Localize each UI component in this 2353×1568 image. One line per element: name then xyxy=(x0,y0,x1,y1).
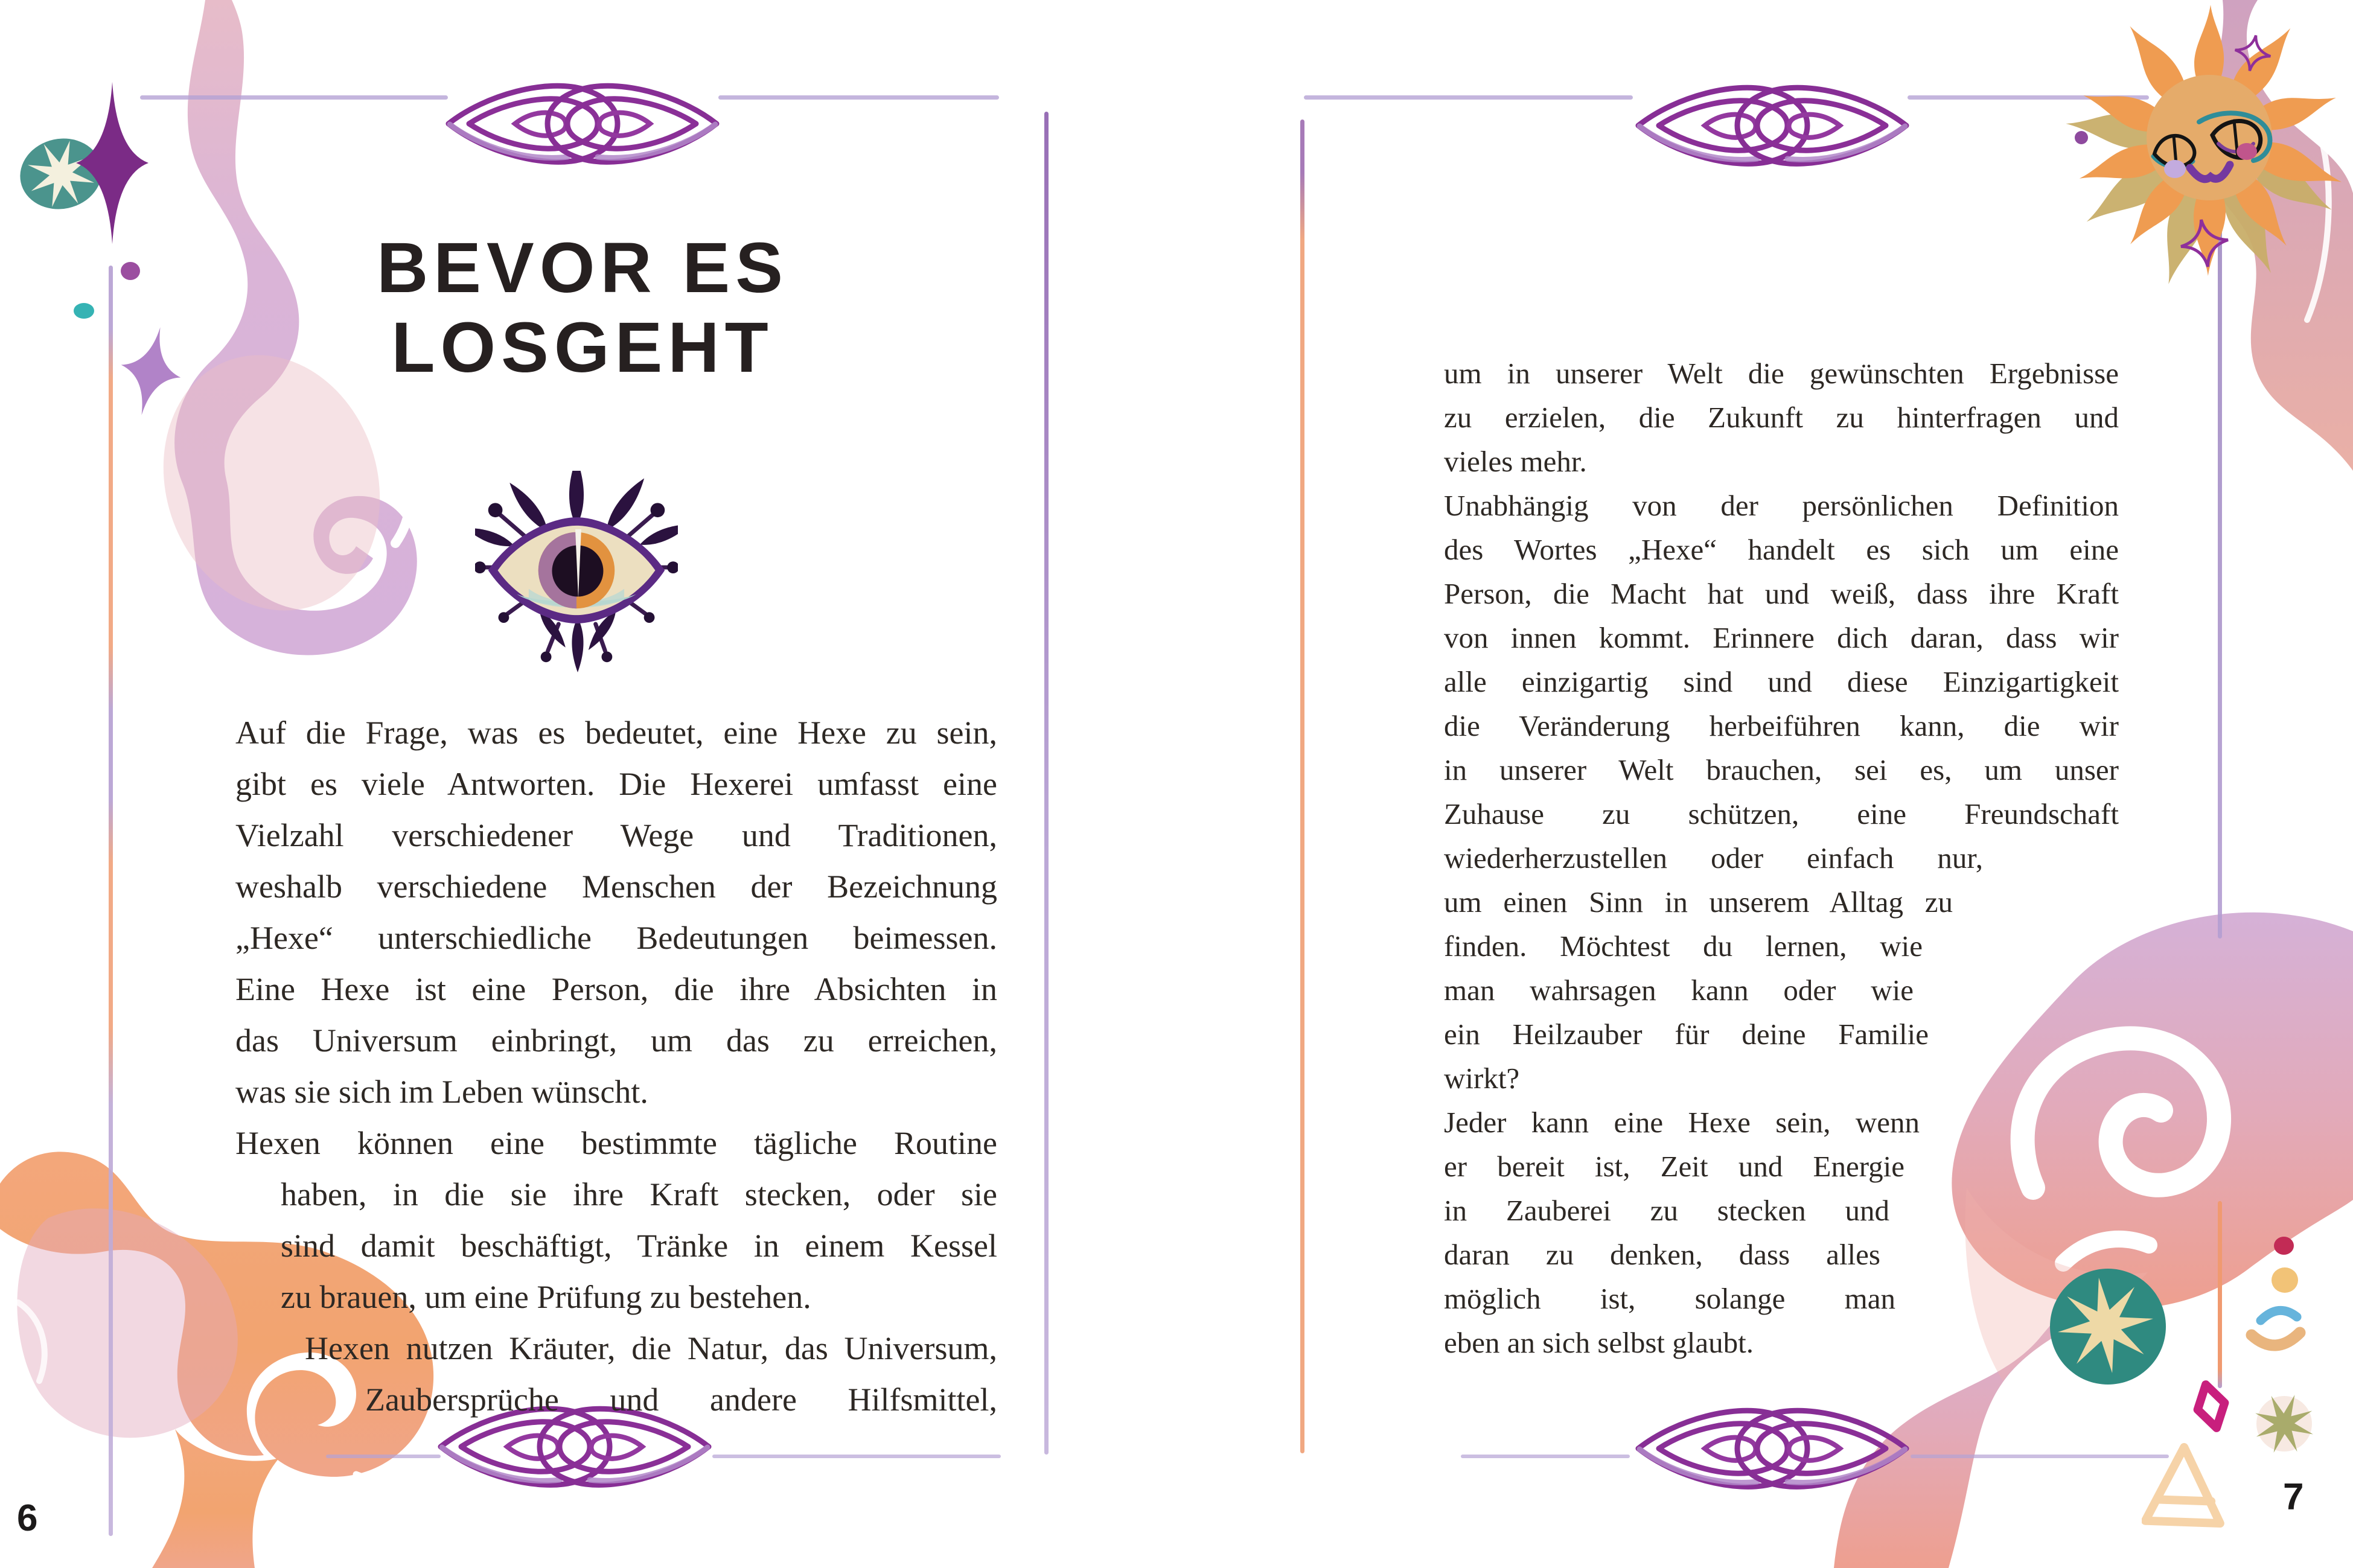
teal-dot xyxy=(74,303,94,319)
title-line: LOSGEHT xyxy=(391,308,774,387)
triangle-symbol-icon xyxy=(2142,1442,2229,1530)
frame-line-left-inner-vertical xyxy=(1044,112,1049,1455)
frame-line-right-inner-vertical xyxy=(1300,120,1304,1453)
text-line: wirkt? xyxy=(1444,1062,1520,1095)
text-line: um in unserer Welt die gewünschten Ergebnisse xyxy=(1444,357,2119,390)
mystic-eye-icon xyxy=(475,471,678,673)
text-line: haben, in die sie ihre Kraft stecken, oder sie xyxy=(281,1176,997,1213)
page-number-right: 7 xyxy=(2283,1476,2304,1518)
frame-line-bottom-right xyxy=(1461,1455,1630,1458)
text-line: Jeder kann eine Hexe sein, wenn xyxy=(1444,1106,1920,1139)
text-line: in Zauberei zu stecken und xyxy=(1444,1194,1889,1227)
text-line: Hexen können eine bestimmte tägliche Routine xyxy=(235,1125,997,1161)
text-line: in unserer Welt brauchen, sei es, um unser xyxy=(1444,753,2119,786)
text-line: möglich ist, solange man xyxy=(1444,1282,1895,1315)
text-line: wiederherzustellen oder einfach nur, xyxy=(1444,841,1983,875)
sparkle-icon xyxy=(70,75,155,250)
text-line: Vielzahl verschiedener Wege und Traditionen, xyxy=(235,817,997,853)
yellow-dot xyxy=(2272,1267,2298,1293)
text-line: um einen Sinn in unserem Alltag zu xyxy=(1444,885,1953,919)
text-line: alle einzigartig sind und diese Einzigartigkeit xyxy=(1444,665,2119,698)
tan-crescent-icon xyxy=(2246,1323,2306,1357)
title-line: BEVOR ES xyxy=(377,228,788,308)
red-dot xyxy=(2274,1237,2294,1255)
olive-star-icon xyxy=(2247,1386,2322,1461)
frame-line-top-left2 xyxy=(718,95,999,100)
paragraph xyxy=(1444,1100,2119,1365)
frame-line-top-right xyxy=(1304,95,1633,100)
frame-line-left-vertical xyxy=(109,266,113,1536)
page-title xyxy=(235,228,930,387)
frame-line-right-vertical-lower xyxy=(2218,1201,2222,1388)
diamond-outline-icon xyxy=(2184,1377,2238,1435)
text-line: finden. Möchtest du lernen, wie xyxy=(1444,929,1923,963)
text-line: er bereit ist, Zeit und Energie xyxy=(1444,1150,1904,1183)
text-line: gibt es viele Antworten. Die Hexerei umfasst eine xyxy=(235,766,997,802)
text-line: Eine Hexe ist eine Person, die ihre Absichten in xyxy=(235,971,997,1007)
text-line: vieles mehr. xyxy=(1444,445,1587,478)
text-line: zu brauen, um eine Prüfung zu bestehen. xyxy=(281,1279,811,1315)
text-line: zu erzielen, die Zukunft zu hinterfragen und xyxy=(1444,401,2119,434)
text-line: Unabhängig von der persönlichen Definition xyxy=(1444,489,2119,522)
text-line: von innen kommt. Erinnere dich daran, dass wir xyxy=(1444,621,2119,654)
right-page-body xyxy=(1444,351,2119,1365)
text-line: „Hexe“ unterschiedliche Bedeutungen beimessen. xyxy=(235,920,997,956)
paisley-eye-ornament-bottom-right xyxy=(1633,1397,1911,1500)
text-line: die Veränderung herbeiführen kann, die wir xyxy=(1444,709,2119,742)
purple-dot xyxy=(121,262,140,280)
text-line: Zaubersprüche und andere Hilfsmittel, xyxy=(365,1382,997,1418)
left-page-body xyxy=(235,707,997,1426)
text-line: Auf die Frage, was es bedeutet, eine Hexe zu sein, xyxy=(235,715,997,751)
teal-star-circle-icon xyxy=(2043,1264,2173,1391)
paisley-eye-ornament-top-left xyxy=(444,72,721,175)
text-line: ein Heilzauber für deine Familie xyxy=(1444,1018,1929,1051)
text-line: des Wortes „Hexe“ handelt es sich um eine xyxy=(1444,533,2119,566)
sun-face-icon xyxy=(2058,0,2353,292)
text-line: das Universum einbringt, um das zu erreichen, xyxy=(235,1022,997,1059)
frame-line-bottom-left xyxy=(326,1455,441,1458)
text-line: weshalb verschiedene Menschen der Bezeichnung xyxy=(235,868,997,905)
frame-line-top-left xyxy=(140,95,448,100)
text-line: daran zu denken, dass alles xyxy=(1444,1238,1880,1271)
frame-line-bottom-left2 xyxy=(712,1455,1001,1458)
paragraph xyxy=(235,707,997,1118)
paragraph xyxy=(235,1118,997,1426)
paragraph xyxy=(1444,483,2119,1100)
text-line: eben an sich selbst glaubt. xyxy=(1444,1326,1754,1359)
text-line: man wahrsagen kann oder wie xyxy=(1444,974,1914,1007)
text-line: Person, die Macht hat und weiß, dass ihre Kraft xyxy=(1444,577,2119,610)
frame-line-bottom-right2 xyxy=(1911,1455,2169,1458)
frame-line-right-vertical-upper xyxy=(2218,208,2222,939)
text-line: Hexen nutzen Kräuter, die Natur, das Universum, xyxy=(305,1330,997,1366)
text-line: Zuhause zu schützen, eine Freundschaft xyxy=(1444,797,2119,830)
page-number-left: 6 xyxy=(17,1497,38,1539)
text-line: was sie sich im Leben wünscht. xyxy=(235,1074,648,1110)
text-line: sind damit beschäftigt, Tränke in einem Kessel xyxy=(281,1228,997,1264)
paisley-eye-ornament-top-right xyxy=(1633,74,1911,177)
sparkle-icon xyxy=(115,323,187,419)
paragraph xyxy=(1444,351,2119,483)
